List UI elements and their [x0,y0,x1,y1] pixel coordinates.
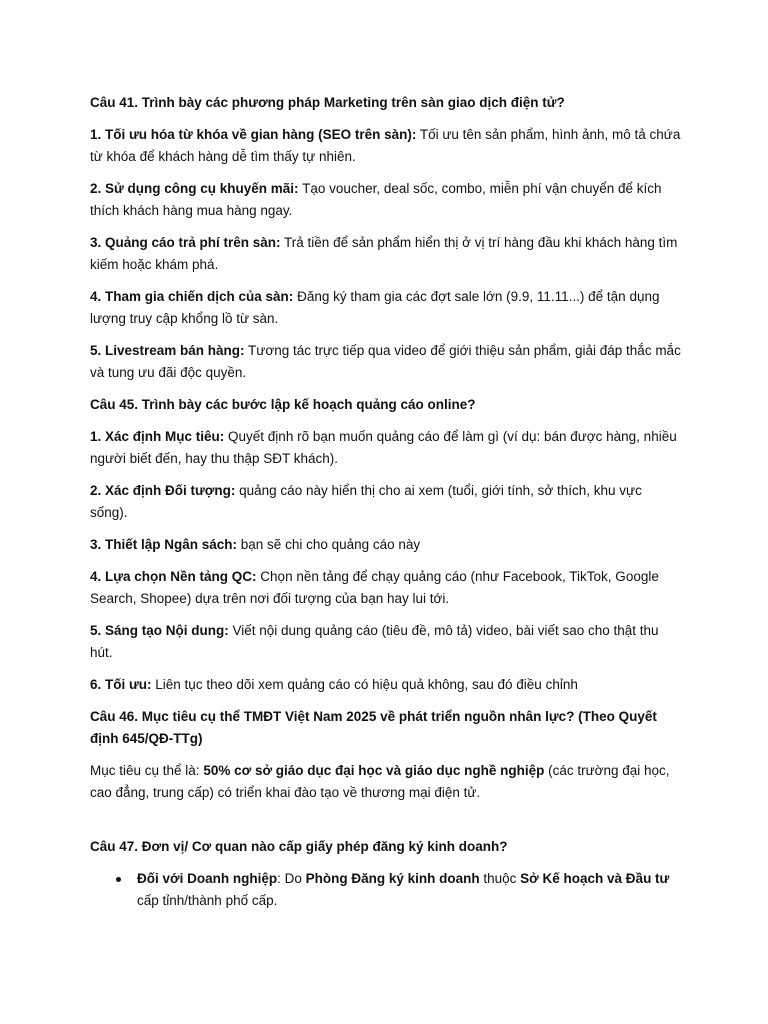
q47-bullet-bold-2: Sở Kế hoạch và Đầu tư [520,871,670,886]
q45-item-4 [90,566,682,610]
document-page [90,92,682,912]
q47-bullet-text-1: : Do [277,871,306,886]
bullet-dot-icon [116,877,121,882]
q45-item-5-text: Viết nội dung quảng cáo (tiêu đề, mô tả) video, bài viết sao cho thật thu hút. [90,623,659,660]
q46-body-prefix: Mục tiêu cụ thể là: [90,763,204,778]
q41-item-2-label: 2. Sử dụng công cụ khuyến mãi: [90,181,299,196]
q41-item-5 [90,340,682,384]
q41-item-4 [90,286,682,330]
q41-item-2 [90,178,682,222]
q41-item-1 [90,124,682,168]
question-45-title: Câu 45. Trình bày các bước lập kế hoạch quảng cáo online? [90,397,476,412]
q45-item-4-label: 4. Lựa chọn Nền tảng QC: [90,569,257,584]
q45-item-5 [90,620,682,664]
q47-bullet-bold-1: Phòng Đăng ký kinh doanh [305,871,480,886]
q45-item-2-text: quảng cáo này hiển thị cho ai xem (tuổi, giới tính, sở thích, khu vực sống). [90,483,642,520]
q41-item-3 [90,232,682,276]
q47-bullet-label: Đối với Doanh nghiệp [137,871,278,886]
q41-item-3-text: Trả tiền để sản phẩm hiển thị ở vị trí hàng đầu khi khách hàng tìm kiếm hoặc khám phá. [90,235,678,272]
q45-item-2 [90,480,682,524]
q47-bullet-list [90,868,682,912]
q45-item-3-label: 3. Thiết lập Ngân sách: [90,537,238,552]
q45-item-4-text: Chọn nền tảng để chạy quảng cáo (như Facebook, TikTok, Google Search, Shopee) dựa trên nơi đối tượng của bạn hay lui tới. [90,569,659,606]
q46-body-suffix: (các trường đại học, cao đẳng, trung cấp) có triển khai đào tạo về thương mại điện tử. [90,763,670,800]
q45-item-3 [90,534,682,556]
q45-item-1-label: 1. Xác định Mục tiêu: [90,429,225,444]
spacer [90,814,682,836]
question-47-title: Câu 47. Đơn vị/ Cơ quan nào cấp giấy phép đăng ký kinh doanh? [90,839,508,854]
q41-item-4-text: Đăng ký tham gia các đợt sale lớn (9.9, 11.11...) để tận dụng lượng truy cập khổng lồ từ sàn. [90,289,660,326]
q46-body [90,760,682,804]
q45-item-6-label: 6. Tối ưu: [90,677,152,692]
q45-item-6 [90,674,682,696]
q47-bullet-text-2: thuộc [479,871,521,886]
q45-item-6-text: Liên tục theo dõi xem quảng cáo có hiệu quả không, sau đó điều chỉnh [151,677,578,692]
q45-item-5-label: 5. Sáng tạo Nội dung: [90,623,229,638]
q46-body-bold: 50% cơ sở giáo dục đại học và giáo dục nghề nghiệp [203,763,545,778]
q41-item-1-label: 1. Tối ưu hóa từ khóa về gian hàng (SEO trên sàn): [90,127,417,142]
q45-item-1-text: Quyết định rõ bạn muốn quảng cáo để làm gì (ví dụ: bán được hàng, nhiều người biết đến, hay thu thập SĐT khách). [90,429,677,466]
q45-item-2-label: 2. Xác định Đối tượng: [90,483,236,498]
q41-item-4-label: 4. Tham gia chiến dịch của sàn: [90,289,294,304]
q41-item-3-label: 3. Quảng cáo trả phí trên sàn: [90,235,281,250]
q41-item-5-text: Tương tác trực tiếp qua video để giới thiệu sản phẩm, giải đáp thắc mắc và tung ưu đãi độc quyền. [90,343,681,380]
q41-item-1-text: Tối ưu tên sản phẩm, hình ảnh, mô tả chứa từ khóa để khách hàng dễ tìm thấy tự nhiên. [90,127,681,164]
question-46-title: Câu 46. Mục tiêu cụ thể TMĐT Việt Nam 2025 về phát triển nguồn nhân lực? (Theo Quyết định 645/QĐ-TTg) [90,709,657,746]
q45-item-3-text: bạn sẽ chi cho quảng cáo này [237,537,421,552]
q41-item-2-text: Tạo voucher, deal sốc, combo, miễn phí vận chuyển để kích thích khách hàng mua hàng ngay. [90,181,662,218]
q41-item-5-label: 5. Livestream bán hàng: [90,343,245,358]
q47-bullet-text-3: cấp tỉnh/thành phố cấp. [137,893,278,908]
question-41-title: Câu 41. Trình bày các phương pháp Marketing trên sàn giao dịch điện tử? [90,95,565,110]
q45-item-1 [90,426,682,470]
q47-bullet-item [90,868,682,912]
